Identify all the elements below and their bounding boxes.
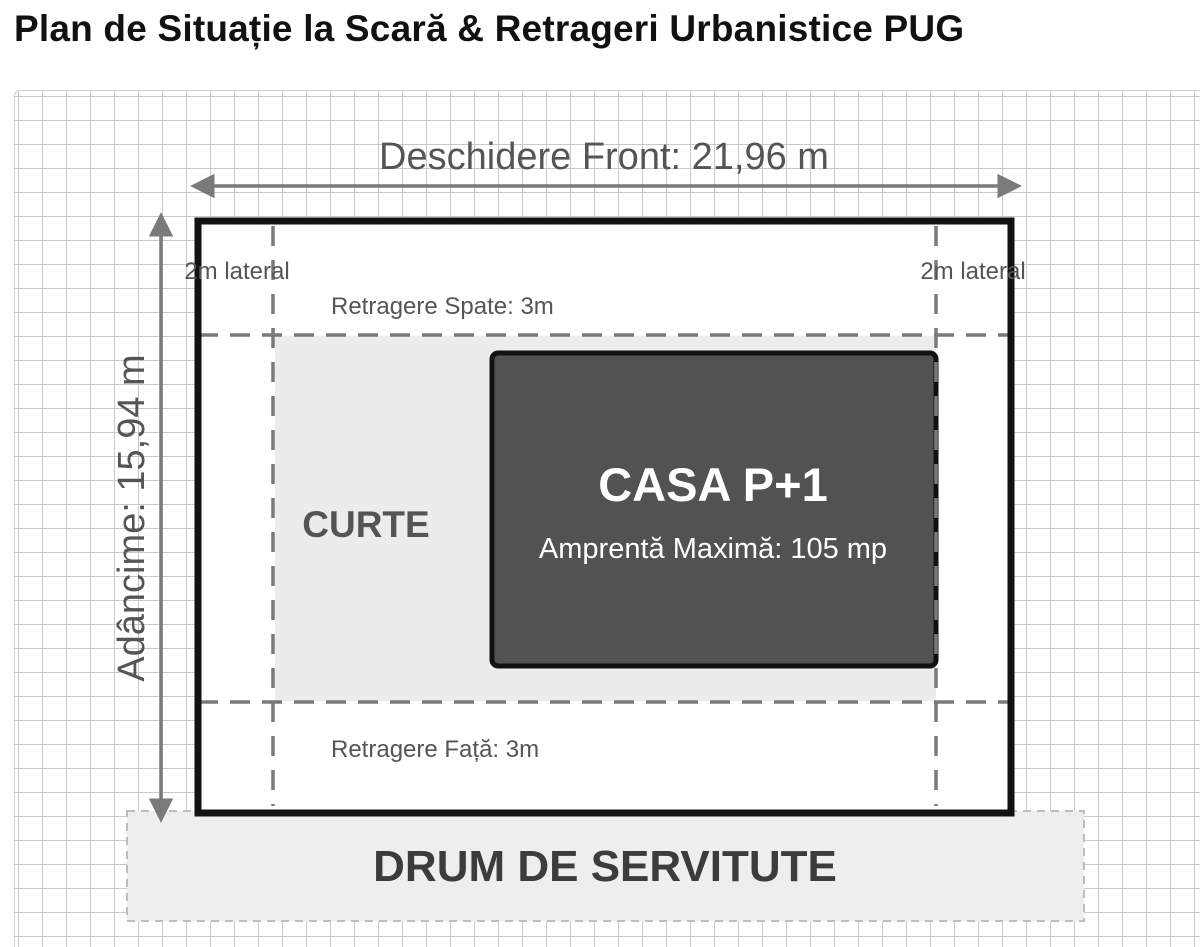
site-plan-drawing [15, 91, 1200, 947]
yard-label: CURTE [302, 504, 430, 545]
house-footprint-label: Amprentă Maximă: 105 mp [538, 533, 888, 565]
page-title: Plan de Situație la Scară & Retrageri Urbanistice PUG [14, 8, 965, 49]
rear-setback-label: Retragere Spate: 3m [331, 293, 554, 320]
right-lateral-label: 2m lateral [920, 258, 1026, 285]
house-title: CASA P+1 [598, 458, 828, 511]
site-plan-panel [14, 90, 1200, 947]
front-setback-label: Retragere Față: 3m [331, 736, 540, 763]
road-label: DRUM DE SERVITUTE [373, 842, 837, 891]
depth-label: Adâncime: 15,94 m [111, 354, 153, 682]
left-lateral-label: 2m lateral [184, 258, 290, 285]
frontage-label: Deschidere Front: 21,96 m [379, 136, 829, 178]
